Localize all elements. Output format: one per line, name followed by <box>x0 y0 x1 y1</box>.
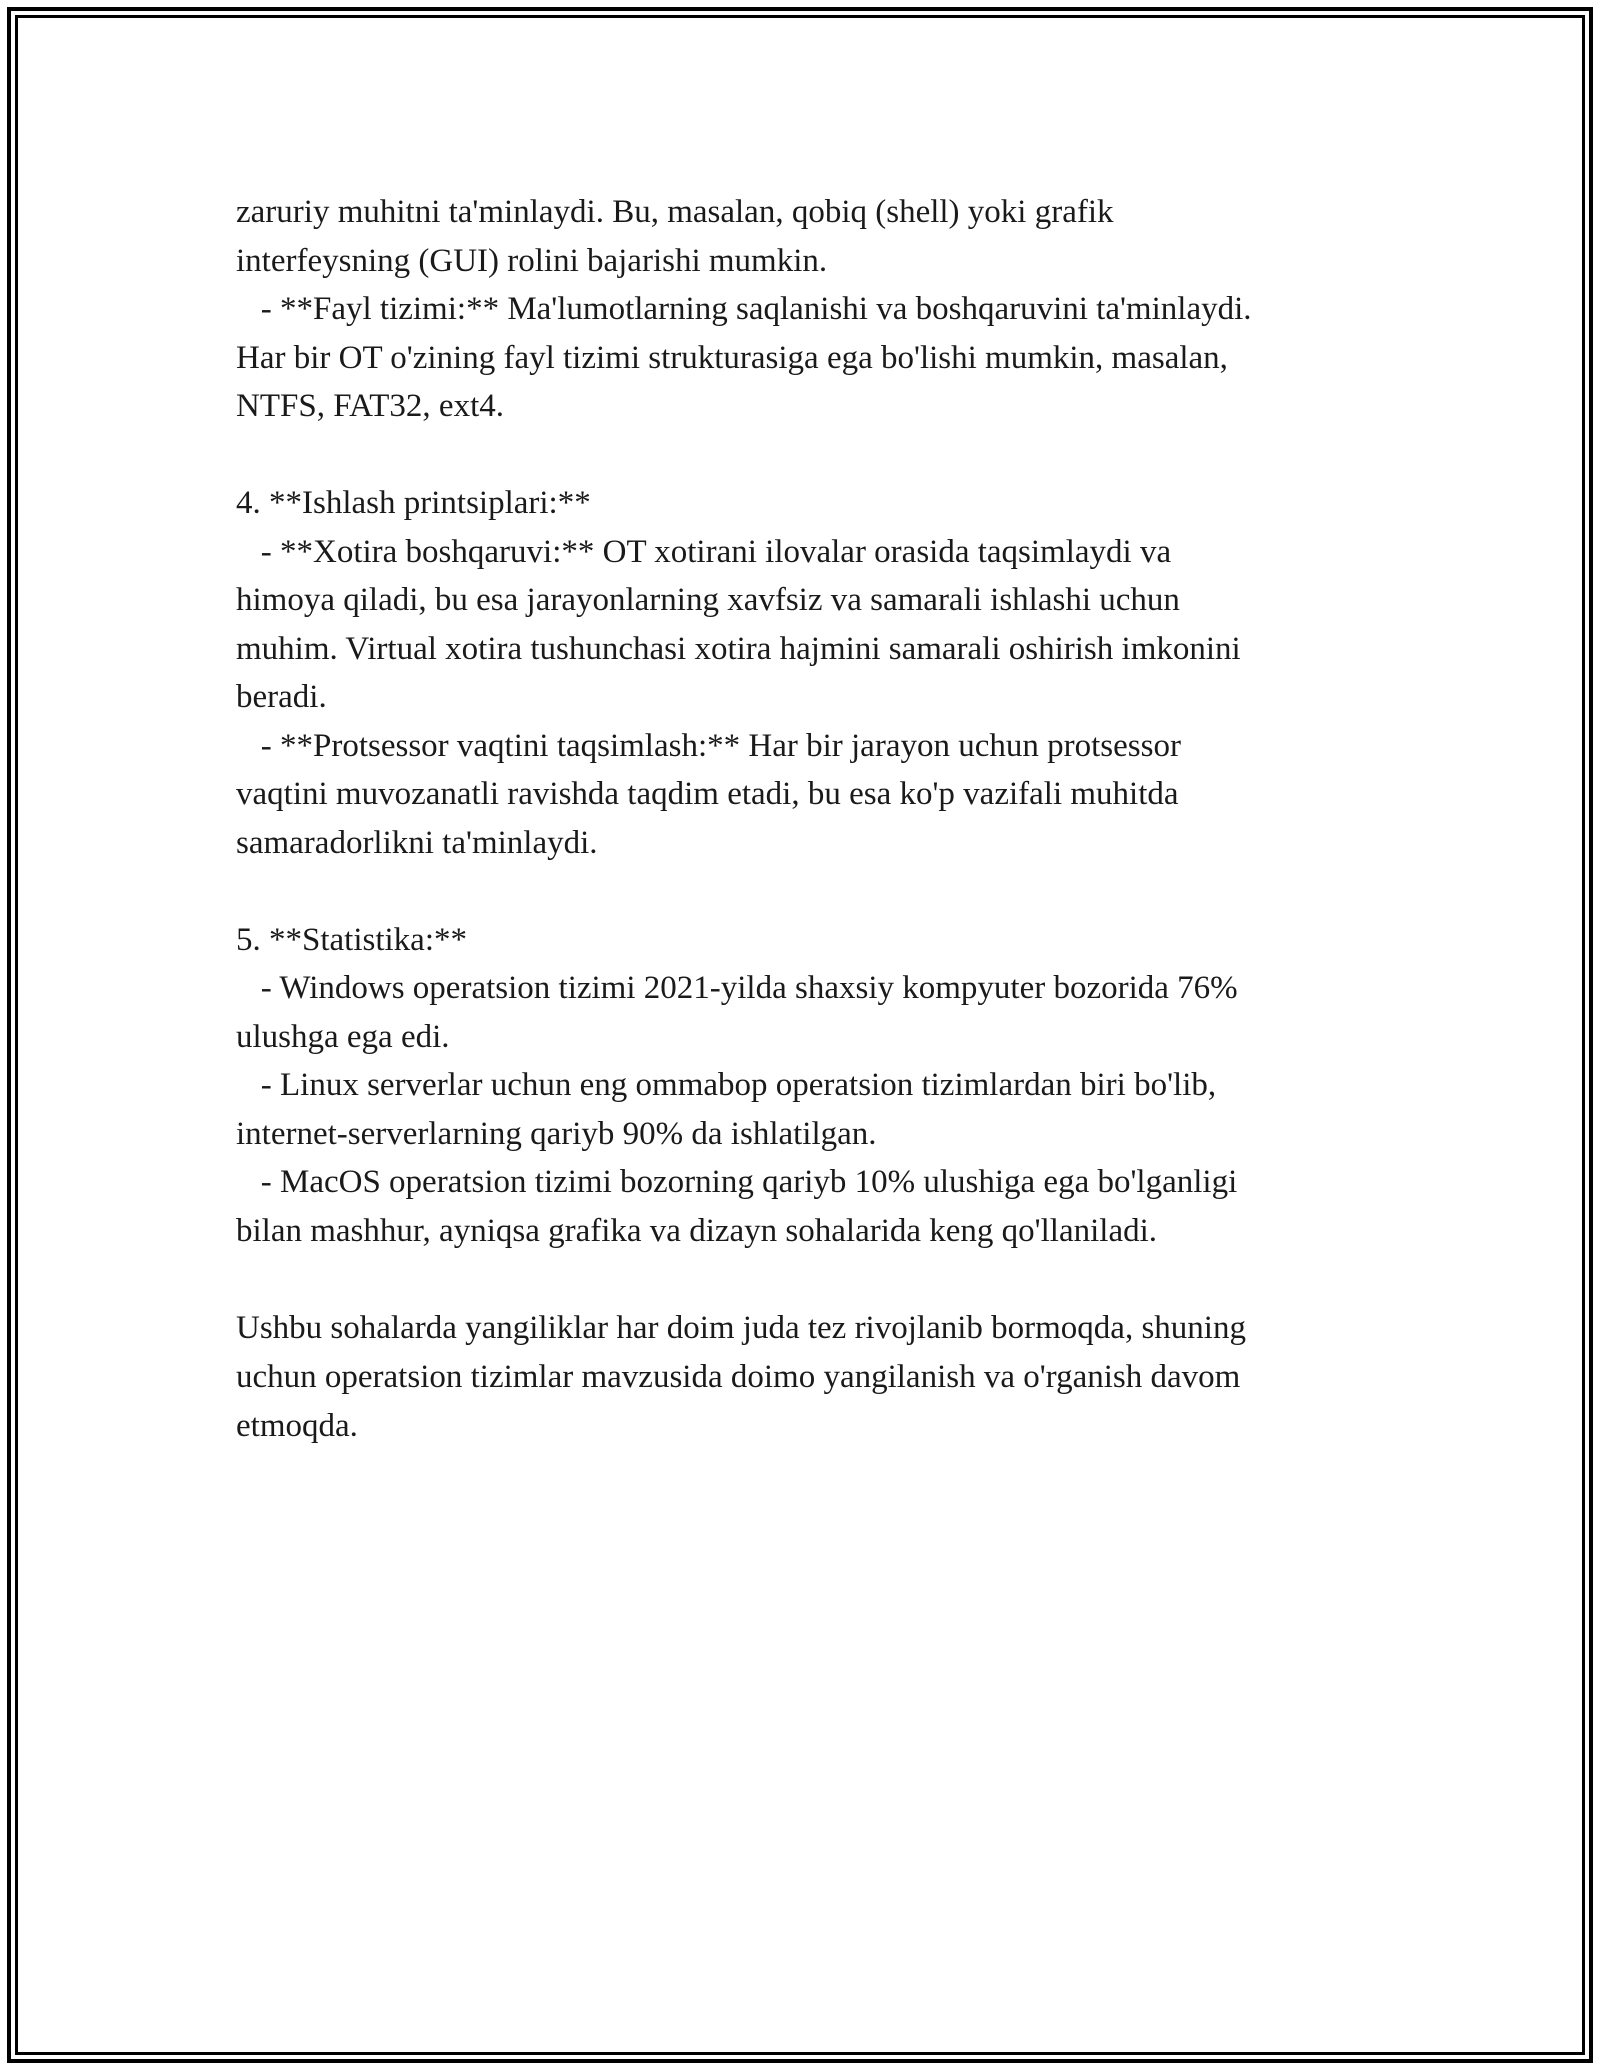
text-line: bilan mashhur, ayniqsa grafika va dizayn sohalarida keng qo'llaniladi. <box>236 1212 1158 1249</box>
text-line: - Windows operatsion tizimi 2021-yilda shaxsiy kompyuter bozorida 76% <box>236 970 1238 1006</box>
text-line: - MacOS operatsion tizimi bozorning qariyb 10% ulushiga ega bo'lganligi <box>236 1164 1238 1200</box>
paragraph-closing <box>236 1304 1396 1451</box>
blank-line <box>236 1255 1396 1304</box>
text-line: muhim. Virtual xotira tushunchasi xotira hajmini samarali oshirish imkonini <box>236 630 1241 667</box>
text-line: - Linux serverlar uchun eng ommabop operatsion tizimlardan biri bo'lib, <box>236 1067 1217 1103</box>
text-line: zaruriy muhitni ta'minlaydi. Bu, masalan, qobiq (shell) yoki grafik <box>236 194 1114 230</box>
text-line: - **Xotira boshqaruvi:** OT xotirani ilovalar orasida taqsimlaydi va <box>236 533 1172 570</box>
text-line: - **Protsessor vaqtini taqsimlash:** Har bir jarayon uchun protsessor <box>236 727 1181 764</box>
text-line: Har bir OT o'zining fayl tizimi strukturasiga ega bo'lishi mumkin, masalan, <box>236 339 1228 376</box>
text-line: vaqtini muvozanatli ravishda taqdim etadi, bu esa ko'p vazifali muhitda <box>236 776 1179 812</box>
blank-line <box>236 867 1396 916</box>
text-line: internet-serverlarning qariyb 90% da ishlatilgan. <box>236 1115 877 1152</box>
paragraph-shell-and-filesystem <box>236 188 1396 431</box>
section-heading: 5. **Statistika:** <box>236 921 467 958</box>
blank-line <box>236 431 1396 480</box>
text-line: beradi. <box>236 679 327 715</box>
text-line: himoya qiladi, bu esa jarayonlarning xavfsiz va samarali ishlashi uchun <box>236 582 1180 618</box>
text-line: ulushga ega edi. <box>236 1018 450 1055</box>
text-line: etmoqda. <box>236 1407 358 1444</box>
section-heading: 4. **Ishlash printsiplari:** <box>236 485 591 521</box>
section-working-principles <box>236 479 1396 867</box>
text-line: interfeysning (GUI) rolini bajarishi mumkin. <box>236 242 828 279</box>
text-line: - **Fayl tizimi:** Ma'lumotlarning saqlanishi va boshqaruvini ta'minlaydi. <box>236 291 1252 327</box>
text-line: uchun operatsion tizimlar mavzusida doimo yangilanish va o'rganish davom <box>236 1358 1241 1395</box>
text-line: Ushbu sohalarda yangiliklar har doim juda tez rivojlanib bormoqda, shuning <box>236 1309 1246 1346</box>
document-body <box>236 188 1396 1451</box>
text-line: samaradorlikni ta'minlaydi. <box>236 824 598 861</box>
section-statistics <box>236 916 1396 1256</box>
text-line: NTFS, FAT32, ext4. <box>236 388 504 424</box>
